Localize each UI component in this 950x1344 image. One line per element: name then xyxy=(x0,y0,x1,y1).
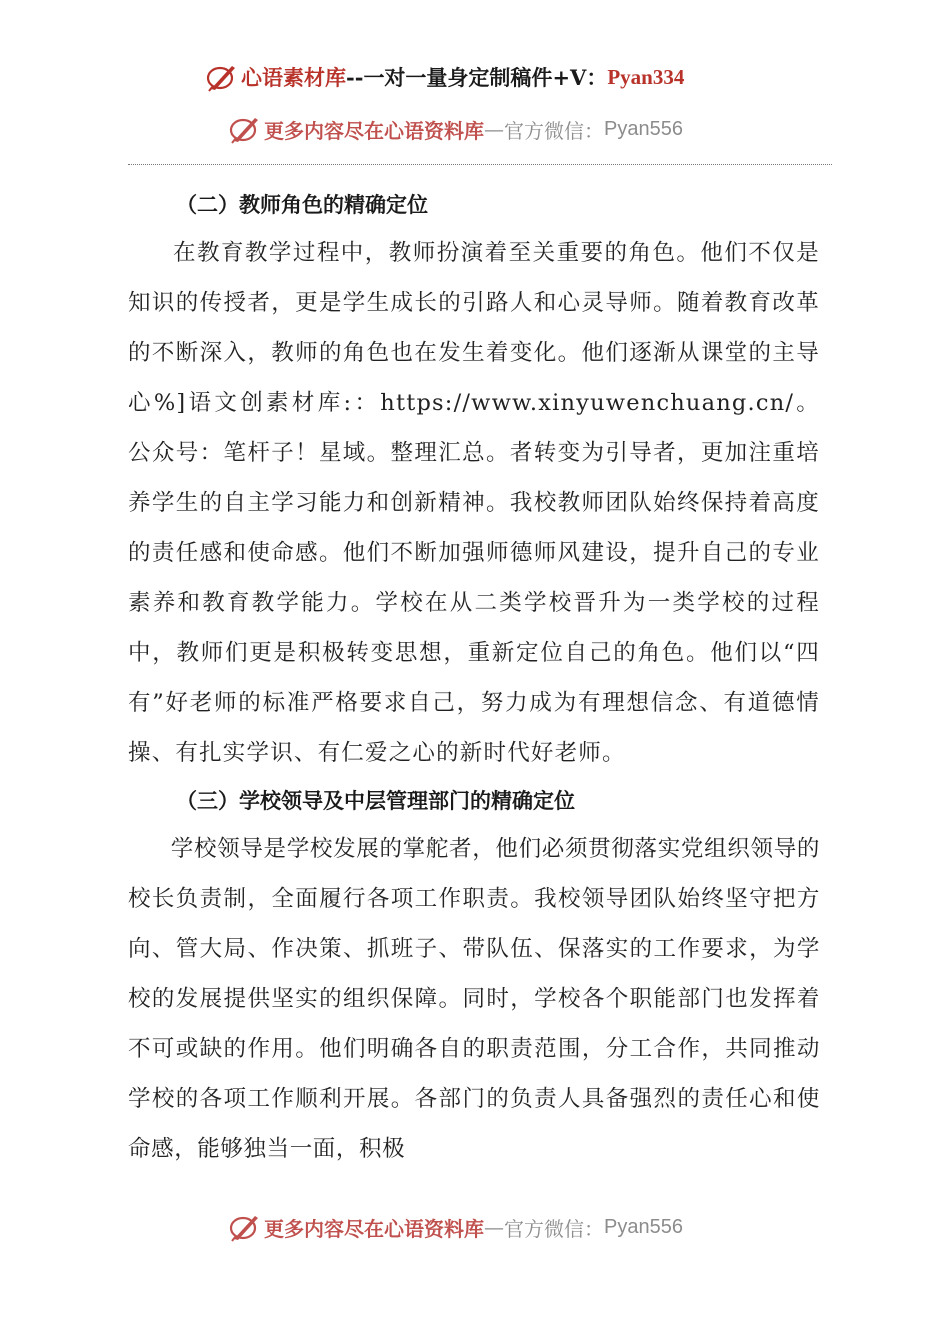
header-divider xyxy=(128,164,832,165)
watermark-more-text: 更多内容尽在心语资料库 xyxy=(264,118,484,143)
watermark-wechat-id: Pyan556 xyxy=(604,1215,683,1238)
section-2-heading: （二）教师角色的精确定位 xyxy=(176,192,428,217)
quill-pen-logo-icon xyxy=(205,62,239,92)
quill-pen-logo-icon xyxy=(228,114,262,144)
header-contact-id: Pyan334 xyxy=(607,64,685,89)
top-header xyxy=(205,62,684,92)
watermark-official: 官方微信： xyxy=(504,118,604,143)
header-service: 一对一量身定制稿件 xyxy=(363,65,553,90)
section-3-paragraph: 学校领导是学校发展的掌舵者，他们必须贯彻落实党组织领导的校长负责制，全面履行各项工作职责。我校领导团队始终坚守把方向、管大局、作决策、抓班子、带队伍、保落实的工作要求，为学校的发展提供坚实的组织保障。同时，学校各个职能部门也发挥着不可或缺的作用。他们明确各自的职责范围，分工合作，共同推动学校的各项工作顺利开展。各部门的负责人具备强烈的责任心和使命感，能够独当一面，积极 xyxy=(128,836,820,1162)
section-2-paragraph: 在教育教学过程中，教师扮演着至关重要的角色。他们不仅是知识的传授者，更是学生成长的引路人和心灵导师。随着教育改革的不断深入，教师的角色也在发生着变化。他们逐渐从课堂的主导心%]语文创素材库:：https://www.xinyuwenchuang.cn/。公众号：笔杆子！星域。整理汇总。者转变为引导者，更加注重培养学生的自主学习能力和创新精神。我校教师团队始终保持着高度的责任感和使命感。他们不断加强师德师风建设，提升自己的专业素养和教育教学能力。学校在从二类学校晋升为一类学校的过程中，教师们更是积极转变思想，重新定位自己的角色。他们以“四有”好老师的标准严格要求自己，努力成为有理想信念、有道德情操、有扎实学识、有仁爱之心的新时代好老师。 xyxy=(128,240,820,766)
watermark-dash: — xyxy=(484,1215,504,1239)
watermark-official: 官方微信： xyxy=(504,1216,604,1241)
document-body xyxy=(128,182,820,1174)
top-watermark xyxy=(228,114,683,144)
header-separator: -- xyxy=(346,64,364,90)
quill-pen-logo-icon xyxy=(228,1212,262,1242)
section-3-heading: （三）学校领导及中层管理部门的精确定位 xyxy=(176,788,575,813)
watermark-dash: — xyxy=(484,117,504,141)
watermark-wechat-id: Pyan556 xyxy=(604,117,683,140)
header-brand: 心语素材库 xyxy=(241,65,346,90)
bottom-watermark xyxy=(228,1212,683,1242)
header-contact-prefix: +V： xyxy=(552,65,608,90)
watermark-more-text: 更多内容尽在心语资料库 xyxy=(264,1216,484,1241)
